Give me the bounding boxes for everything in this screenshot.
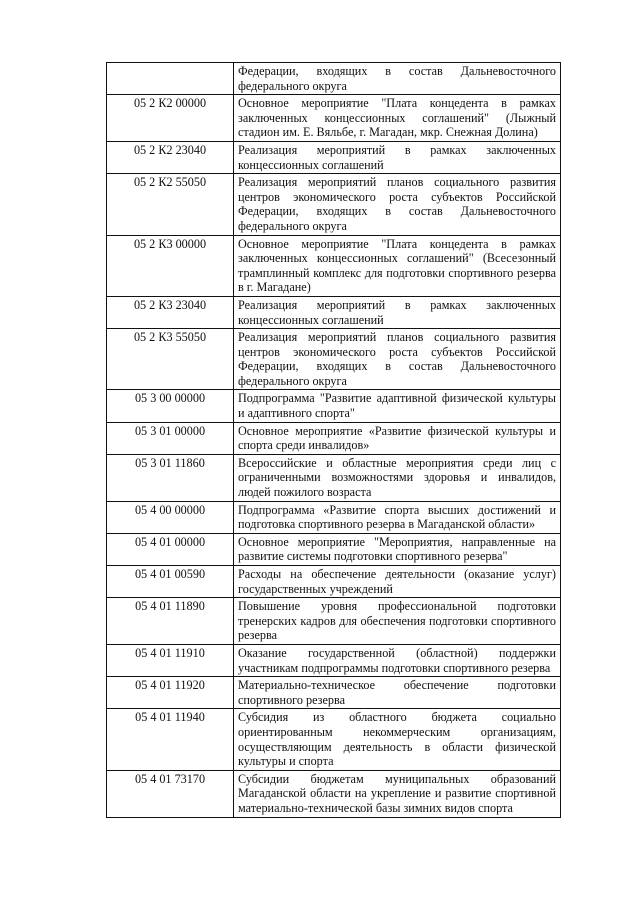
table-row	[107, 566, 561, 598]
row-code: 05 2 К3 23040	[107, 296, 234, 328]
table-row	[107, 141, 561, 173]
table-row	[107, 422, 561, 454]
row-code: 05 4 01 11890	[107, 598, 234, 645]
row-code: 05 3 00 00000	[107, 390, 234, 422]
row-description: Основное мероприятие "Плата концедента в рамках заключенных концессионных соглашений" (Лыжный стадион им. Е. Вяльбе, г. Магадан, мкр. Снежная Долина)	[234, 95, 561, 142]
table-row	[107, 95, 561, 142]
row-description: Реализация мероприятий в рамках заключенных концессионных соглашений	[234, 296, 561, 328]
row-description: Расходы на обеспечение деятельности (оказание услуг) государственных учреждений	[234, 566, 561, 598]
row-code: 05 4 01 11940	[107, 709, 234, 770]
budget-codes-table	[106, 62, 561, 818]
row-description: Подпрограмма «Развитие спорта высших достижений и подготовка спортивного резерва в Магаданской области»	[234, 501, 561, 533]
row-code: 05 2 К3 00000	[107, 235, 234, 296]
table-row	[107, 296, 561, 328]
table-row	[107, 501, 561, 533]
row-description: Основное мероприятие «Развитие физической культуры и спорта среди инвалидов»	[234, 422, 561, 454]
row-code: 05 4 01 00590	[107, 566, 234, 598]
row-code: 05 2 К3 55050	[107, 329, 234, 390]
table-row	[107, 533, 561, 565]
row-description: Подпрограмма "Развитие адаптивной физической культуры и адаптивного спорта"	[234, 390, 561, 422]
row-code: 05 2 К2 23040	[107, 141, 234, 173]
table-row	[107, 174, 561, 235]
row-description: Субсидия из областного бюджета социально ориентированным некоммерческим организациям, осуществляющим деятельность в области физической культуры и спорта	[234, 709, 561, 770]
row-description: Всероссийские и областные мероприятия среди лиц с ограниченными возможностями здоровья и инвалидов, людей пожилого возраста	[234, 454, 561, 501]
row-description: Оказание государственной (областной) поддержки участникам подпрограммы подготовки спортивного резерва	[234, 644, 561, 676]
row-description: Материально-техническое обеспечение подготовки спортивного резерва	[234, 677, 561, 709]
row-description: Повышение уровня профессиональной подготовки тренерских кадров для обеспечения подготовки спортивного резерва	[234, 598, 561, 645]
row-description: Реализация мероприятий в рамках заключенных концессионных соглашений	[234, 141, 561, 173]
table-row	[107, 390, 561, 422]
row-code: 05 4 00 00000	[107, 501, 234, 533]
row-code: 05 4 01 73170	[107, 770, 234, 817]
row-description: Основное мероприятие "Плата концедента в рамках заключенных концессионных соглашений" (Всесезонный трамплинный комплекс для подготовки спортивного резерва в г. Магадане)	[234, 235, 561, 296]
table-row	[107, 770, 561, 817]
table-row	[107, 598, 561, 645]
table-row	[107, 235, 561, 296]
row-code: 05 3 01 11860	[107, 454, 234, 501]
table-row	[107, 677, 561, 709]
row-code: 05 4 01 00000	[107, 533, 234, 565]
row-code: 05 4 01 11920	[107, 677, 234, 709]
row-description: Реализация мероприятий планов социального развития центров экономического роста субъектов Российской Федерации, входящих в состав Дальневосточного федерального округа	[234, 174, 561, 235]
table-row	[107, 709, 561, 770]
row-code: 05 4 01 11910	[107, 644, 234, 676]
row-code: 05 2 К2 55050	[107, 174, 234, 235]
row-description: Реализация мероприятий планов социального развития центров экономического роста субъектов Российской Федерации, входящих в состав Дальневосточного федерального округа	[234, 329, 561, 390]
row-description: Федерации, входящих в состав Дальневосточного федерального округа	[234, 63, 561, 95]
row-code: 05 2 К2 00000	[107, 95, 234, 142]
table-row	[107, 454, 561, 501]
table-row	[107, 63, 561, 95]
row-description: Основное мероприятие "Мероприятия, направленные на развитие системы подготовки спортивного резерва"	[234, 533, 561, 565]
row-code	[107, 63, 234, 95]
table-row	[107, 644, 561, 676]
row-description: Субсидии бюджетам муниципальных образований Магаданской области на укрепление и развитие спортивной материально-технической базы зимних видов спорта	[234, 770, 561, 817]
row-code: 05 3 01 00000	[107, 422, 234, 454]
table-row	[107, 329, 561, 390]
